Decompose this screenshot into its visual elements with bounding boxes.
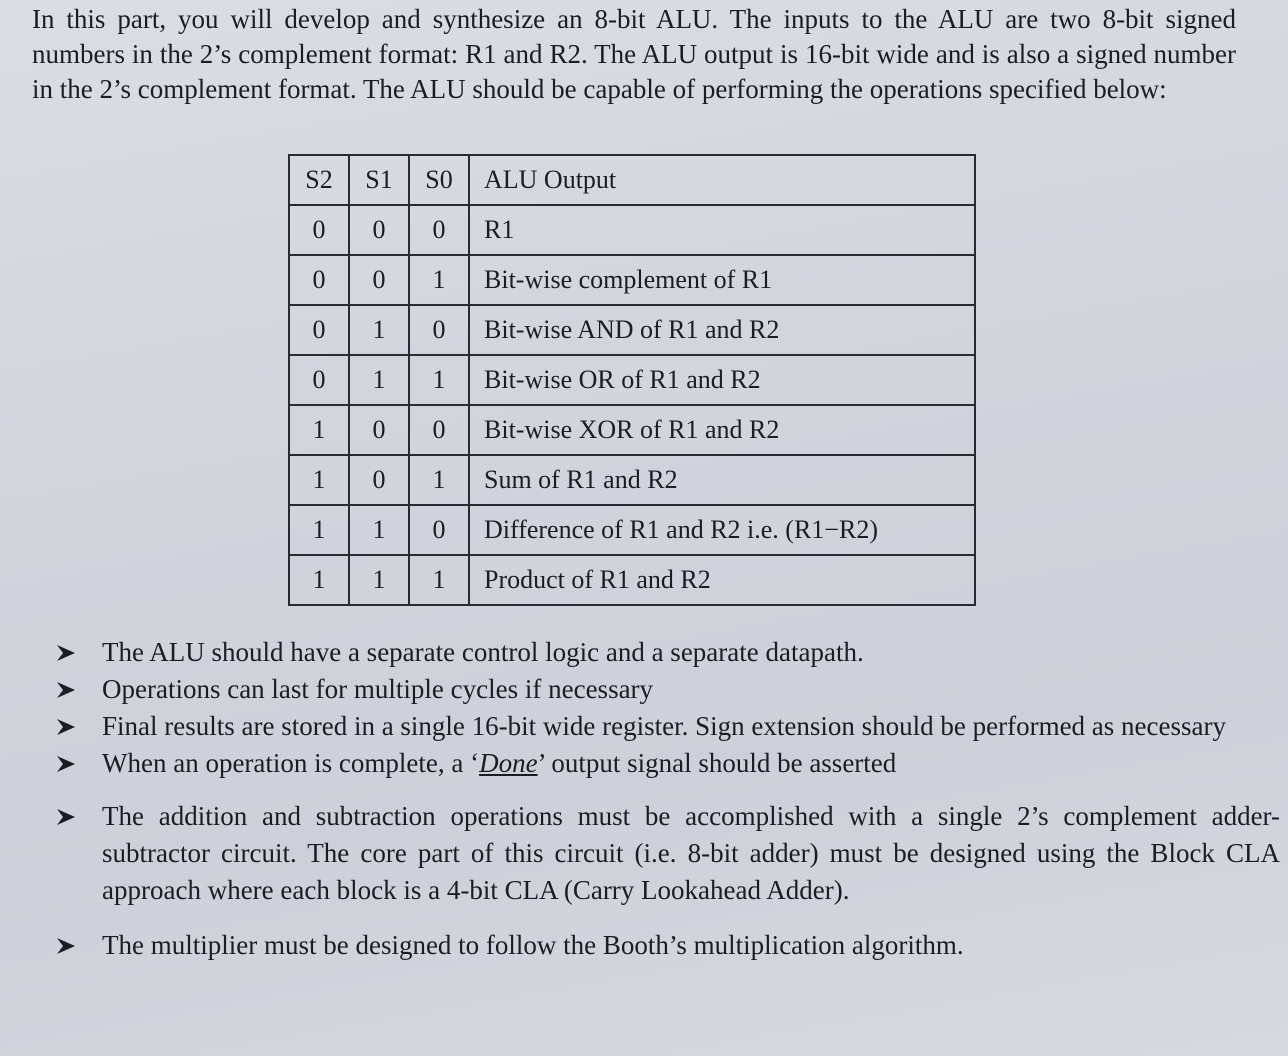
cell-s0: 0 [409, 405, 469, 455]
arrowhead-bullet-icon [56, 718, 76, 736]
cell-output: Product of R1 and R2 [469, 555, 975, 605]
cell-s0: 0 [409, 305, 469, 355]
cell-output: Bit-wise XOR of R1 and R2 [469, 405, 975, 455]
list-item [50, 634, 1280, 671]
cell-s0: 0 [409, 505, 469, 555]
list-item [50, 927, 1280, 964]
cell-output: R1 [469, 205, 975, 255]
list-item [50, 745, 1280, 782]
cell-output: Bit-wise AND of R1 and R2 [469, 305, 975, 355]
table-row [289, 205, 975, 255]
cell-output: Difference of R1 and R2 i.e. (R1−R2) [469, 505, 975, 555]
requirements-list [50, 634, 1280, 964]
arrowhead-bullet-icon [56, 937, 76, 955]
bullet-text: The ALU should have a separate control logic and a separate datapath. [102, 637, 864, 667]
cell-s0: 1 [409, 255, 469, 305]
arrowhead-bullet-icon [56, 808, 76, 826]
cell-s1: 0 [349, 255, 409, 305]
cell-s1: 1 [349, 355, 409, 405]
arrowhead-bullet-icon [56, 644, 76, 662]
bullet-text: Operations can last for multiple cycles if necessary [102, 674, 654, 704]
cell-s1: 0 [349, 405, 409, 455]
list-item [50, 708, 1280, 745]
table-row [289, 455, 975, 505]
bullet-text: Final results are stored in a single 16-bit wide register. Sign extension should be performed as necessary [102, 711, 1226, 741]
bullet-text-after: ’ output signal should be asserted [537, 748, 897, 778]
cell-s1: 1 [349, 555, 409, 605]
table-row [289, 305, 975, 355]
arrowhead-bullet-icon [56, 755, 76, 773]
cell-output: Bit-wise complement of R1 [469, 255, 975, 305]
header-s0: S0 [409, 155, 469, 205]
cell-s0: 1 [409, 355, 469, 405]
arrowhead-bullet-icon [56, 681, 76, 699]
list-item [50, 671, 1280, 708]
bullet-text: The multiplier must be designed to follow the Booth’s multiplication algorithm. [102, 930, 964, 960]
cell-s2: 0 [289, 355, 349, 405]
cell-s0: 0 [409, 205, 469, 255]
bullet-text: The addition and subtraction operations must be accomplished with a single 2’s complement adder-subtractor circuit. The core part of this circuit (i.e. 8-bit adder) must be designed using the Block CLA approach where each block is a 4-bit CLA (Carry Lookahead Adder). [102, 801, 1280, 905]
cell-s2: 0 [289, 305, 349, 355]
table-row [289, 405, 975, 455]
cell-s0: 1 [409, 555, 469, 605]
list-item [50, 798, 1280, 909]
cell-s2: 0 [289, 205, 349, 255]
cell-s2: 1 [289, 505, 349, 555]
cell-s1: 1 [349, 505, 409, 555]
cell-s2: 0 [289, 255, 349, 305]
cell-s2: 1 [289, 455, 349, 505]
intro-paragraph: In this part, you will develop and synthesize an 8-bit ALU. The inputs to the ALU are two 8-bit signed numbers in the 2’s complement format: R1 and R2. The ALU output is 16-bit wide and is also a signed number in the 2’s complement format. The ALU should be capable of performing the operations specified below: [32, 4, 1236, 104]
cell-s1: 0 [349, 205, 409, 255]
table-row [289, 505, 975, 555]
cell-s0: 1 [409, 455, 469, 505]
alu-operation-table [288, 154, 976, 606]
cell-s2: 1 [289, 555, 349, 605]
table-row [289, 255, 975, 305]
done-signal-word: Done [479, 748, 538, 778]
header-alu-output: ALU Output [469, 155, 975, 205]
cell-s2: 1 [289, 405, 349, 455]
table-header-row [289, 155, 975, 205]
table-row [289, 555, 975, 605]
bullet-text-before: When an operation is complete, a ‘ [102, 748, 480, 778]
header-s1: S1 [349, 155, 409, 205]
cell-output: Sum of R1 and R2 [469, 455, 975, 505]
cell-s1: 0 [349, 455, 409, 505]
header-s2: S2 [289, 155, 349, 205]
table-row [289, 355, 975, 405]
cell-output: Bit-wise OR of R1 and R2 [469, 355, 975, 405]
cell-s1: 1 [349, 305, 409, 355]
